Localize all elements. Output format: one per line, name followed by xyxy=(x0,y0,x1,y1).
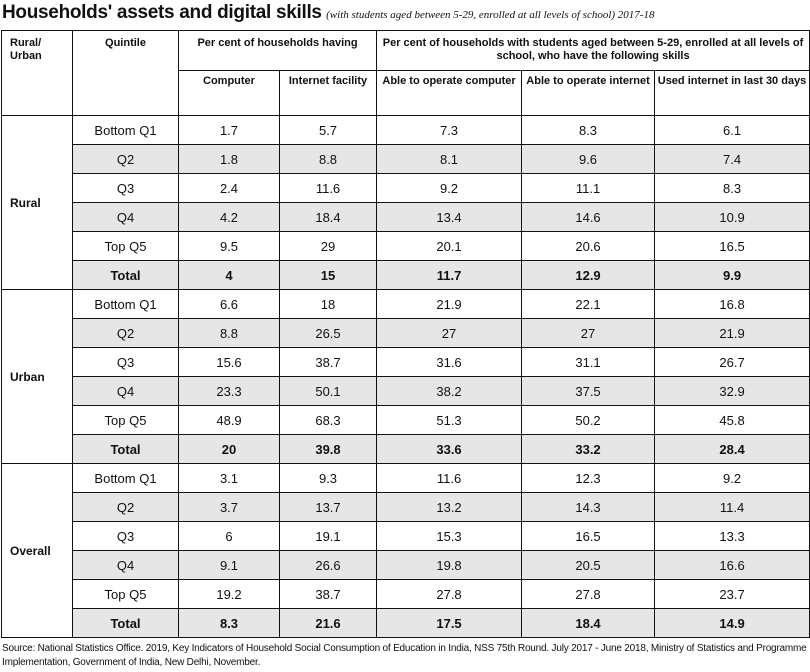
quintile-cell: Top Q5 xyxy=(73,580,179,609)
value-cell: 68.3 xyxy=(280,406,377,435)
quintile-cell: Total xyxy=(73,261,179,290)
quintile-cell: Q4 xyxy=(73,551,179,580)
value-cell: 20 xyxy=(179,435,280,464)
value-cell: 29 xyxy=(280,232,377,261)
table-row xyxy=(2,116,810,145)
quintile-cell: Q3 xyxy=(73,174,179,203)
header-internet: Internet facility xyxy=(280,71,377,116)
table-row-total xyxy=(2,609,810,638)
value-cell: 28.4 xyxy=(655,435,810,464)
value-cell: 6 xyxy=(179,522,280,551)
value-cell: 4.2 xyxy=(179,203,280,232)
table-row xyxy=(2,580,810,609)
quintile-cell: Q4 xyxy=(73,203,179,232)
value-cell: 31.6 xyxy=(377,348,522,377)
value-cell: 2.4 xyxy=(179,174,280,203)
value-cell: 26.7 xyxy=(655,348,810,377)
value-cell: 18.4 xyxy=(280,203,377,232)
value-cell: 8.3 xyxy=(655,174,810,203)
value-cell: 39.8 xyxy=(280,435,377,464)
value-cell: 9.2 xyxy=(655,464,810,493)
source-note: Source: National Statistics Office. 2019, Key Indicators of Household Social Consumption of Education in India, NSS 75th Round. July 2017 - June 2018, Ministry of Statistics and Programme Implementation, Government of India, New Delhi, November. xyxy=(2,643,807,668)
value-cell: 12.3 xyxy=(522,464,655,493)
header-computer: Computer xyxy=(179,71,280,116)
value-cell: 7.3 xyxy=(377,116,522,145)
quintile-cell: Total xyxy=(73,435,179,464)
value-cell: 14.9 xyxy=(655,609,810,638)
table-title: Households' assets and digital skills xyxy=(2,2,322,23)
value-cell: 4 xyxy=(179,261,280,290)
quintile-cell: Q3 xyxy=(73,522,179,551)
value-cell: 50.2 xyxy=(522,406,655,435)
value-cell: 27 xyxy=(377,319,522,348)
table-row xyxy=(2,551,810,580)
value-cell: 16.6 xyxy=(655,551,810,580)
value-cell: 13.3 xyxy=(655,522,810,551)
value-cell: 21.9 xyxy=(377,290,522,319)
table-row xyxy=(2,174,810,203)
table-row xyxy=(2,232,810,261)
quintile-cell: Q3 xyxy=(73,348,179,377)
table-row xyxy=(2,522,810,551)
value-cell: 18.4 xyxy=(522,609,655,638)
value-cell: 8.3 xyxy=(179,609,280,638)
value-cell: 27 xyxy=(522,319,655,348)
value-cell: 14.3 xyxy=(522,493,655,522)
table-row xyxy=(2,348,810,377)
value-cell: 48.9 xyxy=(179,406,280,435)
quintile-cell: Q2 xyxy=(73,319,179,348)
value-cell: 20.5 xyxy=(522,551,655,580)
value-cell: 16.5 xyxy=(522,522,655,551)
header-quintile: Quintile xyxy=(73,31,179,116)
region-label: Rural xyxy=(2,116,73,290)
value-cell: 8.1 xyxy=(377,145,522,174)
quintile-cell: Q2 xyxy=(73,493,179,522)
value-cell: 38.2 xyxy=(377,377,522,406)
table-row xyxy=(2,464,810,493)
value-cell: 16.5 xyxy=(655,232,810,261)
value-cell: 26.5 xyxy=(280,319,377,348)
table-subtitle: (with students aged between 5-29, enrolled at all levels of school) 2017-18 xyxy=(326,9,655,21)
quintile-cell: Bottom Q1 xyxy=(73,290,179,319)
value-cell: 18 xyxy=(280,290,377,319)
value-cell: 20.1 xyxy=(377,232,522,261)
value-cell: 22.1 xyxy=(522,290,655,319)
table-header xyxy=(2,31,810,116)
table-body xyxy=(2,116,810,638)
value-cell: 9.1 xyxy=(179,551,280,580)
value-cell: 8.8 xyxy=(179,319,280,348)
value-cell: 1.7 xyxy=(179,116,280,145)
value-cell: 19.8 xyxy=(377,551,522,580)
value-cell: 9.2 xyxy=(377,174,522,203)
quintile-cell: Q2 xyxy=(73,145,179,174)
value-cell: 45.8 xyxy=(655,406,810,435)
value-cell: 13.7 xyxy=(280,493,377,522)
value-cell: 51.3 xyxy=(377,406,522,435)
table-row xyxy=(2,145,810,174)
value-cell: 37.5 xyxy=(522,377,655,406)
value-cell: 20.6 xyxy=(522,232,655,261)
value-cell: 6.6 xyxy=(179,290,280,319)
quintile-cell: Bottom Q1 xyxy=(73,464,179,493)
value-cell: 10.9 xyxy=(655,203,810,232)
header-operate-internet: Able to operate internet xyxy=(522,71,655,116)
value-cell: 33.6 xyxy=(377,435,522,464)
table-row xyxy=(2,319,810,348)
region-label: Overall xyxy=(2,464,73,638)
value-cell: 50.1 xyxy=(280,377,377,406)
quintile-cell: Top Q5 xyxy=(73,232,179,261)
table-row xyxy=(2,290,810,319)
region-label: Urban xyxy=(2,290,73,464)
value-cell: 21.9 xyxy=(655,319,810,348)
title-wrap xyxy=(2,2,654,24)
table-row xyxy=(2,203,810,232)
quintile-cell: Total xyxy=(73,609,179,638)
table-row xyxy=(2,493,810,522)
value-cell: 9.9 xyxy=(655,261,810,290)
value-cell: 1.8 xyxy=(179,145,280,174)
value-cell: 3.7 xyxy=(179,493,280,522)
table-row xyxy=(2,406,810,435)
header-used-internet: Used internet in last 30 days xyxy=(655,71,810,116)
value-cell: 16.8 xyxy=(655,290,810,319)
value-cell: 38.7 xyxy=(280,348,377,377)
value-cell: 8.8 xyxy=(280,145,377,174)
quintile-cell: Top Q5 xyxy=(73,406,179,435)
value-cell: 11.6 xyxy=(377,464,522,493)
header-group-households: Per cent of households having xyxy=(179,31,377,71)
value-cell: 26.6 xyxy=(280,551,377,580)
table-row-total xyxy=(2,435,810,464)
value-cell: 14.6 xyxy=(522,203,655,232)
value-cell: 9.6 xyxy=(522,145,655,174)
value-cell: 19.2 xyxy=(179,580,280,609)
value-cell: 9.5 xyxy=(179,232,280,261)
value-cell: 7.4 xyxy=(655,145,810,174)
value-cell: 5.7 xyxy=(280,116,377,145)
table-row xyxy=(2,377,810,406)
value-cell: 21.6 xyxy=(280,609,377,638)
header-group-students: Per cent of households with students aged between 5-29, enrolled at all levels of school, who have the following skills xyxy=(377,31,810,71)
value-cell: 3.1 xyxy=(179,464,280,493)
value-cell: 23.7 xyxy=(655,580,810,609)
value-cell: 23.3 xyxy=(179,377,280,406)
value-cell: 12.9 xyxy=(522,261,655,290)
value-cell: 15.3 xyxy=(377,522,522,551)
value-cell: 11.7 xyxy=(377,261,522,290)
value-cell: 33.2 xyxy=(522,435,655,464)
value-cell: 15.6 xyxy=(179,348,280,377)
value-cell: 15 xyxy=(280,261,377,290)
value-cell: 9.3 xyxy=(280,464,377,493)
value-cell: 13.4 xyxy=(377,203,522,232)
value-cell: 13.2 xyxy=(377,493,522,522)
quintile-cell: Bottom Q1 xyxy=(73,116,179,145)
table-row-total xyxy=(2,261,810,290)
value-cell: 11.4 xyxy=(655,493,810,522)
title-bar xyxy=(0,0,810,28)
value-cell: 38.7 xyxy=(280,580,377,609)
value-cell: 32.9 xyxy=(655,377,810,406)
value-cell: 6.1 xyxy=(655,116,810,145)
value-cell: 19.1 xyxy=(280,522,377,551)
header-operate-computer: Able to operate computer xyxy=(377,71,522,116)
value-cell: 11.1 xyxy=(522,174,655,203)
header-rural-urban: Rural/ Urban xyxy=(2,31,73,116)
data-table xyxy=(1,30,810,638)
value-cell: 27.8 xyxy=(522,580,655,609)
quintile-cell: Q4 xyxy=(73,377,179,406)
value-cell: 31.1 xyxy=(522,348,655,377)
value-cell: 17.5 xyxy=(377,609,522,638)
value-cell: 11.6 xyxy=(280,174,377,203)
value-cell: 27.8 xyxy=(377,580,522,609)
value-cell: 8.3 xyxy=(522,116,655,145)
